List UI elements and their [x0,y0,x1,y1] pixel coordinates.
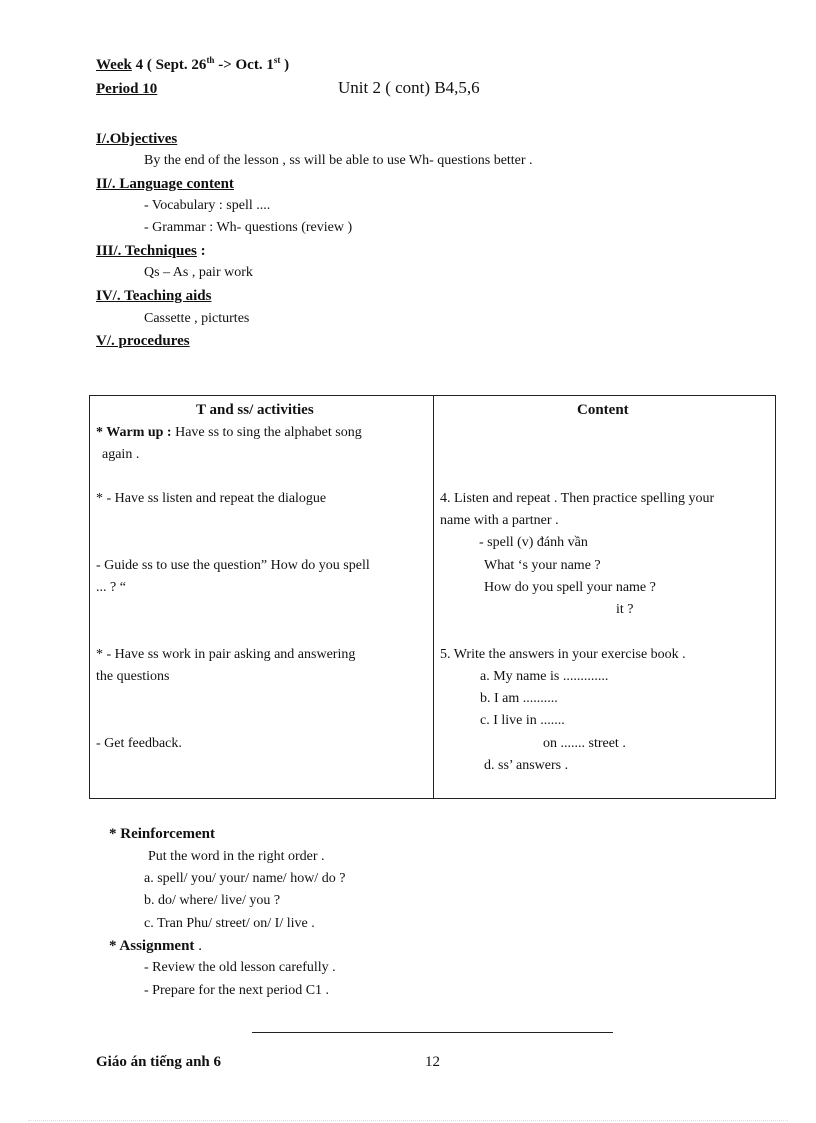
week-sup-st: st [273,55,281,65]
week-end: ) [280,57,290,73]
week-line [96,55,289,74]
procedure-table [89,395,776,799]
week-start: 4 ( Sept. 26 [131,57,207,73]
content-column [434,396,776,799]
content-5-c-2: on ....... street . [543,736,626,751]
grammar-line: - Grammar : Wh- questions (review ) [144,220,353,235]
activity-guide-line-1: - Guide ss to use the question” How do you spell [96,558,370,573]
content-4-line-2: name with a partner . [440,513,559,528]
content-4-line-3: - spell (v) đánh vần [479,535,588,550]
activity-pairwork-line-1: * - Have ss work in pair asking and answering [96,647,356,662]
reinforcement-heading: * Reinforcement [109,826,215,842]
unit-title: Unit 2 ( cont) B4,5,6 [338,78,480,97]
warmup-text-2: again . [102,447,140,462]
footer-divider [252,1032,613,1033]
week-sup-th: th [206,55,215,65]
techniques-text: Qs – As , pair work [144,265,253,280]
activity-pairwork-line-2: the questions [96,669,170,684]
content-4-line-5: How do you spell your name ? [484,580,656,595]
assignment-dot: . [194,938,202,954]
content-5-b: b. I am .......... [480,691,558,706]
activity-guide-line-2: ... ? “ [96,580,126,595]
assignment-item-2: - Prepare for the next period C1 . [144,983,330,998]
content-5-a: a. My name is ............. [480,669,609,684]
reinforcement-intro: Put the word in the right order . [148,849,325,864]
content-5-c: c. I live in ....... [480,713,565,728]
content-4-line-6: it ? [616,602,634,617]
reinforcement-a: a. spell/ you/ your/ name/ how/ do ? [144,871,346,886]
techniques-colon: : [196,243,206,259]
objectives-text: By the end of the lesson , ss will be able to use Wh- questions better . [144,153,533,168]
content-5-d: d. ss’ answers . [484,758,569,773]
week-mid: -> Oct. 1 [214,57,274,73]
assignment-heading: * Assignment [109,938,195,954]
week-label: Week [96,57,132,73]
techniques-line [96,243,206,260]
aids-heading: IV/. Teaching aids [96,288,212,304]
procedures-heading: V/. procedures [96,333,190,349]
techniques-heading: III/. Techniques [96,243,197,259]
page-number: 12 [425,1054,440,1070]
footer-book-title: Giáo án tiếng anh 6 [96,1054,222,1070]
warmup-text: Have ss to sing the alphabet song [171,425,362,440]
content-4-line-1: 4. Listen and repeat . Then practice spelling your [440,491,715,506]
activities-header: T and ss/ activities [196,402,314,418]
activity-feedback: - Get feedback. [96,736,182,751]
activities-column [90,396,434,799]
warmup-line [96,425,362,441]
objectives-heading: I/.Objectives [96,131,178,147]
content-4-line-4: What ‘s your name ? [484,558,601,573]
period-label: Period 10 [96,81,158,97]
reinforcement-b: b. do/ where/ live/ you ? [144,893,281,908]
content-header: Content [577,402,629,418]
vocabulary-line: - Vocabulary : spell .... [144,198,271,213]
reinforcement-c: c. Tran Phu/ street/ on/ I/ live . [144,916,315,931]
language-heading: II/. Language content [96,176,234,192]
page-bottom-edge [28,1120,788,1121]
activity-listen-repeat: * - Have ss listen and repeat the dialogue [96,491,327,506]
aids-text: Cassette , picturtes [144,311,250,326]
assignment-line [109,938,202,955]
warmup-label: * Warm up : [96,425,172,440]
assignment-item-1: - Review the old lesson carefully . [144,960,336,975]
content-5-line-1: 5. Write the answers in your exercise book . [440,647,686,662]
